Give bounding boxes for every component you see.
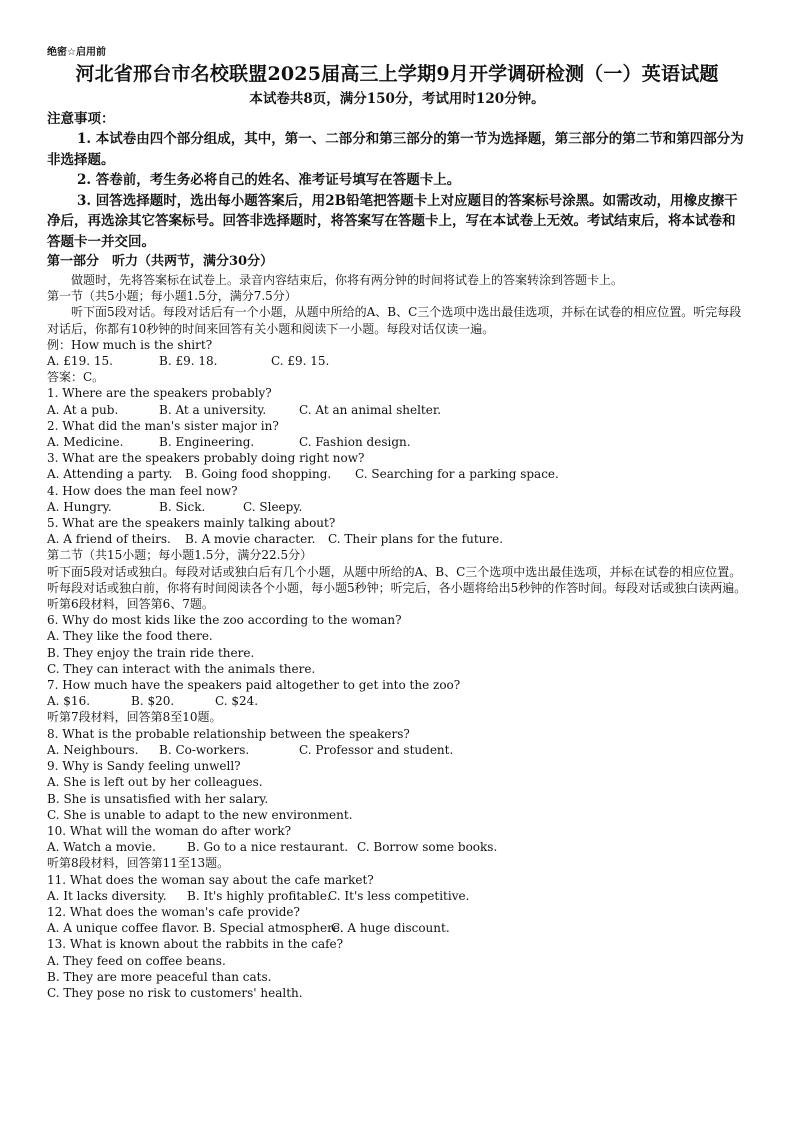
notice-item-3: 3. 回答选择题时，选出每小题答案后，用2B铅笔把答题卡上对应题目的答案标号涂黑。如需改动，用橡皮擦干净后，再选涂其它答案标号。回答非选择题时，将答案写在答题卡上，写在本试卷上无效。考试结束后，将本试卷和答题卡一并交回。: [47, 192, 738, 250]
question-10-options: [47, 839, 747, 855]
option-c: C. It's less competitive.: [328, 888, 470, 903]
option-c: C. Sleepy.: [243, 499, 303, 514]
question-9-option-b: B. She is unsatisfied with her salary.: [47, 791, 269, 806]
option-c: C. At an animal shelter.: [299, 402, 442, 417]
option-b: B. Go to a nice restaurant.: [187, 840, 349, 855]
option-c: C. A huge discount.: [331, 921, 450, 936]
confidential-mark: 绝密☆启用前: [47, 47, 106, 58]
section1-intro: 听下面5段对话。每段对话后有一个小题，从题中所给的A、B、C三个选项中选出最佳选项，并标在试卷的相应位置。听完每段对话后，你都有10秒钟的时间来回答有关小题和阅读下一小题。每段对话仅读一遍。: [47, 305, 742, 336]
question-9-option-a: A. She is left out by her colleagues.: [47, 775, 263, 790]
question-2-options: [47, 434, 747, 450]
question-8: 8. What is the probable relationship between the speakers?: [47, 726, 410, 741]
question-6-option-c: C. They can interact with the animals there.: [47, 661, 316, 676]
part1-intro: 做题时，先将答案标在试卷上。录音内容结束后，你将有两分钟的时间将试卷上的答案转涂到答题卡上。: [71, 273, 624, 287]
question-4: 4. How does the man feel now?: [47, 483, 238, 498]
question-6-option-b: B. They enjoy the train ride there.: [47, 645, 255, 660]
option-b: B. Going food shopping.: [185, 467, 332, 482]
option-a: A. £19. 15.: [47, 354, 113, 369]
question-9-option-c: C. She is unable to adapt to the new environment.: [47, 807, 353, 822]
option-b: B. Co-workers.: [159, 742, 250, 757]
option-a: A. Attending a party.: [47, 467, 173, 482]
option-a: A. A unique coffee flavor.: [47, 921, 200, 936]
option-b: B. £9. 18.: [159, 354, 218, 369]
question-6-option-a: A. They like the food there.: [47, 629, 213, 644]
section1-heading: 第一节（共5小题；每小题1.5分，满分7.5分）: [47, 289, 297, 304]
question-8-options: [47, 742, 747, 758]
option-b: B. At a university.: [159, 402, 267, 417]
example-options: [47, 353, 747, 369]
option-a: A. It lacks diversity.: [47, 888, 167, 903]
option-c: C. $24.: [215, 694, 259, 709]
section2-intro: 听下面5段对话或独白。每段对话或独白后有几个小题，从题中所给的A、B、C三个选项中选出最佳选项，并标在试卷的相应位置。听每段对话或独白前，你将有时间阅读各个小题，每小题5秒钟；听完后，各小题将给出5秒钟的作答时间。每段对话或独白读两遍。: [47, 564, 747, 595]
material-6-instruction: 听第6段材料，回答第6、7题。: [47, 597, 214, 612]
question-13-option-c: C. They pose no risk to customers' health.: [47, 985, 303, 1000]
option-a: A. $16.: [47, 694, 91, 709]
section2-heading: 第二节（共15小题；每小题1.5分，满分22.5分）: [47, 548, 313, 563]
question-12-options: [47, 920, 747, 936]
option-c: C. Professor and student.: [299, 742, 454, 757]
question-11-options: [47, 888, 747, 904]
notice-item-1: 1. 本试卷由四个部分组成，其中，第一、二部分和第三部分的第一节为选择题，第三部分的第二节和第四部分为非选择题。: [47, 131, 744, 168]
option-b: B. Sick.: [159, 499, 206, 514]
option-b: B. $20.: [131, 694, 175, 709]
question-1-options: [47, 402, 747, 418]
option-a: A. Neighbours.: [47, 742, 139, 757]
question-6: 6. Why do most kids like the zoo according to the woman?: [47, 613, 402, 628]
option-a: A. Watch a movie.: [47, 840, 156, 855]
option-c: C. Borrow some books.: [357, 840, 498, 855]
question-3: 3. What are the speakers probably doing right now?: [47, 451, 365, 466]
exam-subtitle: 本试卷共8页，满分150分，考试用时120分钟。: [249, 91, 545, 107]
option-b: B. It's highly profitable.: [187, 888, 331, 903]
notice-item-2: 2. 答卷前，考生务必将自己的姓名、准考证号填写在答题卡上。: [77, 172, 461, 188]
notice-heading: 注意事项：: [47, 111, 115, 127]
question-12: 12. What does the woman's cafe provide?: [47, 904, 300, 919]
question-9: 9. Why is Sandy feeling unwell?: [47, 759, 241, 774]
material-8-instruction: 听第8段材料，回答第11至13题。: [47, 856, 230, 871]
example-answer: 答案：C。: [47, 370, 105, 385]
question-2: 2. What did the man's sister major in?: [47, 418, 279, 433]
option-c: C. Searching for a parking space.: [355, 467, 559, 482]
question-3-options: [47, 466, 747, 482]
part1-heading: 第一部分 听力（共两节，满分30分）: [47, 254, 274, 269]
question-11: 11. What does the woman say about the cafe market?: [47, 872, 374, 887]
option-b: B. A movie character.: [185, 532, 316, 547]
option-c: C. £9. 15.: [271, 354, 330, 369]
option-b: B. Special atmosphere.: [203, 921, 344, 936]
question-13: 13. What is known about the rabbits in the cafe?: [47, 937, 344, 952]
question-1: 1. Where are the speakers probably?: [47, 386, 272, 401]
option-a: A. At a pub.: [47, 402, 119, 417]
question-5-options: [47, 531, 747, 547]
option-a: A. Hungry.: [47, 499, 112, 514]
option-b: B. Engineering.: [159, 435, 255, 450]
exam-title: 河北省邢台市名校联盟2025届高三上学期9月开学调研检测（一）英语试题: [75, 63, 719, 85]
question-5: 5. What are the speakers mainly talking about?: [47, 516, 336, 531]
example-question: 例：How much is the shirt?: [47, 337, 213, 352]
question-13-option-a: A. They feed on coffee beans.: [47, 953, 226, 968]
option-a: A. A friend of theirs.: [47, 532, 171, 547]
option-a: A. Medicine.: [47, 435, 124, 450]
question-10: 10. What will the woman do after work?: [47, 823, 292, 838]
option-c: C. Their plans for the future.: [328, 532, 504, 547]
question-13-option-b: B. They are more peaceful than cats.: [47, 969, 272, 984]
question-4-options: [47, 499, 747, 515]
material-7-instruction: 听第7段材料，回答第8至10题。: [47, 710, 222, 725]
option-c: C. Fashion design.: [299, 435, 411, 450]
question-7: 7. How much have the speakers paid altogether to get into the zoo?: [47, 678, 461, 693]
question-7-options: [47, 693, 747, 709]
